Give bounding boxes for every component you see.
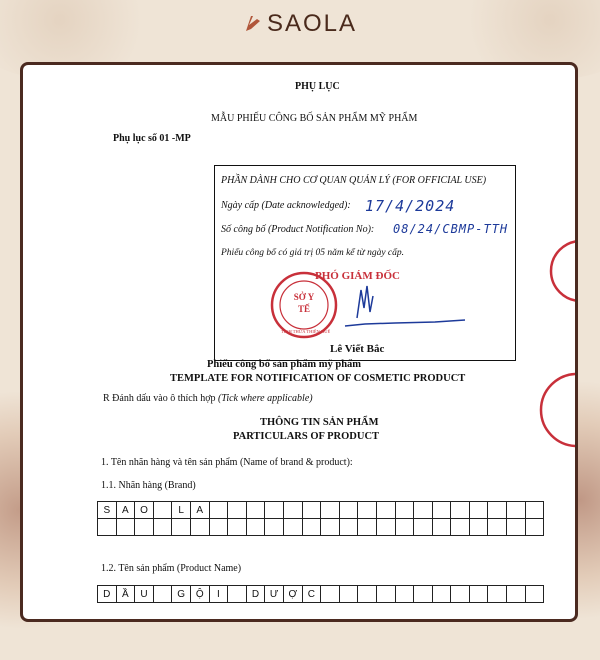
tick-prefix: R — [103, 393, 110, 404]
date-acknowledged-label: Ngày cấp (Date acknowledged): — [221, 200, 351, 211]
section-1-1-label: 1.1. Nhãn hàng (Brand) — [101, 480, 196, 491]
grid-cell[interactable] — [395, 502, 414, 519]
edge-stamp-top-icon — [547, 231, 578, 311]
brand-header — [0, 10, 600, 38]
grid-cell[interactable] — [507, 519, 526, 536]
tick-instruction-en: (Tick where applicable) — [218, 393, 313, 404]
grid-cell[interactable] — [339, 502, 358, 519]
section-1-label: 1. Tên nhãn hàng và tên sản phẩm (Name of brand & product): — [101, 457, 353, 468]
grid-cell[interactable] — [246, 502, 265, 519]
document-frame — [20, 62, 578, 622]
stamp-text: SỞ Y TẾ — [293, 292, 315, 314]
grid-cell[interactable] — [153, 502, 172, 519]
edge-stamp-bottom-icon — [537, 365, 577, 455]
grid-cell[interactable] — [432, 519, 451, 536]
brand-grid-row — [98, 519, 544, 536]
tick-instruction-vi: Đánh dấu vào ô thích hợp — [112, 393, 216, 404]
grid-cell[interactable]: D — [98, 586, 117, 603]
grid-cell[interactable]: Ộ — [190, 586, 209, 603]
section-1-2-label: 1.2. Tên sản phẩm (Product Name) — [101, 563, 242, 574]
grid-cell[interactable] — [469, 519, 488, 536]
grid-cell[interactable] — [414, 502, 433, 519]
grid-cell[interactable]: A — [190, 502, 209, 519]
grid-cell[interactable]: S — [98, 502, 117, 519]
notification-number-label: Số công bố (Product Notification No): — [221, 224, 375, 235]
deputy-director-title: PHÓ GIÁM ĐỐC — [315, 270, 400, 282]
grid-cell[interactable] — [265, 519, 284, 536]
grid-cell[interactable] — [507, 502, 526, 519]
grid-cell[interactable] — [376, 502, 395, 519]
grid-cell[interactable] — [525, 519, 544, 536]
grid-cell[interactable] — [432, 502, 451, 519]
grid-cell[interactable]: Ầ — [116, 586, 135, 603]
grid-cell[interactable] — [116, 519, 135, 536]
grid-cell[interactable]: G — [172, 586, 191, 603]
date-acknowledged-value: 17/4/2024 — [365, 197, 456, 215]
grid-cell[interactable] — [488, 519, 507, 536]
grid-cell[interactable] — [153, 519, 172, 536]
grid-cell[interactable] — [265, 502, 284, 519]
grid-cell[interactable] — [228, 519, 247, 536]
grid-cell[interactable] — [172, 519, 191, 536]
brand-grid — [97, 501, 544, 536]
product-info-vi: THÔNG TIN SẢN PHẨM — [260, 417, 379, 428]
grid-cell[interactable]: I — [209, 586, 228, 603]
form-subheading: MẪU PHIẾU CÔNG BỐ SẢN PHẨM MỸ PHẨM — [211, 113, 418, 124]
appendix-heading: PHỤ LỤC — [295, 81, 340, 92]
brand-grid-row — [98, 502, 544, 519]
grid-cell[interactable] — [190, 519, 209, 536]
grid-cell[interactable] — [451, 502, 470, 519]
grid-cell[interactable] — [414, 519, 433, 536]
grid-cell[interactable] — [451, 519, 470, 536]
grid-cell[interactable]: A — [116, 502, 135, 519]
saola-horn-logo-icon — [243, 13, 263, 33]
stamp-ring-text: TỈNH THỪA THIÊN HUẾ — [281, 329, 331, 334]
grid-cell[interactable] — [358, 502, 377, 519]
tick-instruction — [103, 393, 313, 404]
document-page — [23, 65, 575, 622]
grid-cell[interactable] — [98, 519, 117, 536]
grid-cell[interactable] — [469, 502, 488, 519]
grid-cell[interactable] — [228, 502, 247, 519]
grid-cell[interactable] — [376, 519, 395, 536]
brand-name: SAOLA — [266, 10, 358, 37]
grid-cell[interactable]: U — [135, 586, 154, 603]
grid-cell[interactable] — [302, 519, 321, 536]
grid-cell[interactable] — [283, 519, 302, 536]
grid-cell[interactable]: O — [135, 502, 154, 519]
validity-note: Phiếu công bố có giá trị 05 năm kể từ ngày cấp. — [221, 248, 405, 258]
grid-cell[interactable] — [209, 519, 228, 536]
grid-cell[interactable] — [321, 519, 340, 536]
grid-cell[interactable] — [135, 519, 154, 536]
grid-cell[interactable]: Ợ — [283, 586, 302, 603]
official-use-title: PHẦN DÀNH CHO CƠ QUAN QUẢN LÝ (FOR OFFICIAL USE) — [221, 175, 487, 186]
grid-cell[interactable] — [395, 519, 414, 536]
grid-cell[interactable] — [321, 502, 340, 519]
grid-cell[interactable] — [283, 502, 302, 519]
notification-number-value: 08/24/CBMP-TTH — [393, 222, 509, 236]
grid-cell[interactable] — [358, 519, 377, 536]
signer-name: Lê Viết Bắc — [330, 343, 385, 355]
signature-icon — [325, 278, 475, 338]
grid-cell[interactable]: D — [246, 586, 265, 603]
product-info-en: PARTICULARS OF PRODUCT — [233, 431, 380, 442]
grid-cell[interactable]: C — [302, 586, 321, 603]
appendix-number: Phụ lục số 01 -MP — [113, 133, 191, 144]
grid-cell[interactable]: Ư — [265, 586, 284, 603]
grid-cell[interactable] — [525, 502, 544, 519]
grid-cell[interactable] — [339, 519, 358, 536]
form-title-en: TEMPLATE FOR NOTIFICATION OF COSMETIC PRODUCT — [170, 373, 466, 384]
product-name-grid — [97, 585, 544, 603]
form-title-vi: Phiếu công bố sản phẩm mỹ phẩm — [207, 359, 362, 370]
grid-cell[interactable] — [209, 502, 228, 519]
grid-cell[interactable]: L — [172, 502, 191, 519]
grid-cell[interactable] — [488, 502, 507, 519]
grid-cell[interactable] — [302, 502, 321, 519]
grid-cell[interactable] — [246, 519, 265, 536]
official-use-box — [214, 165, 516, 361]
